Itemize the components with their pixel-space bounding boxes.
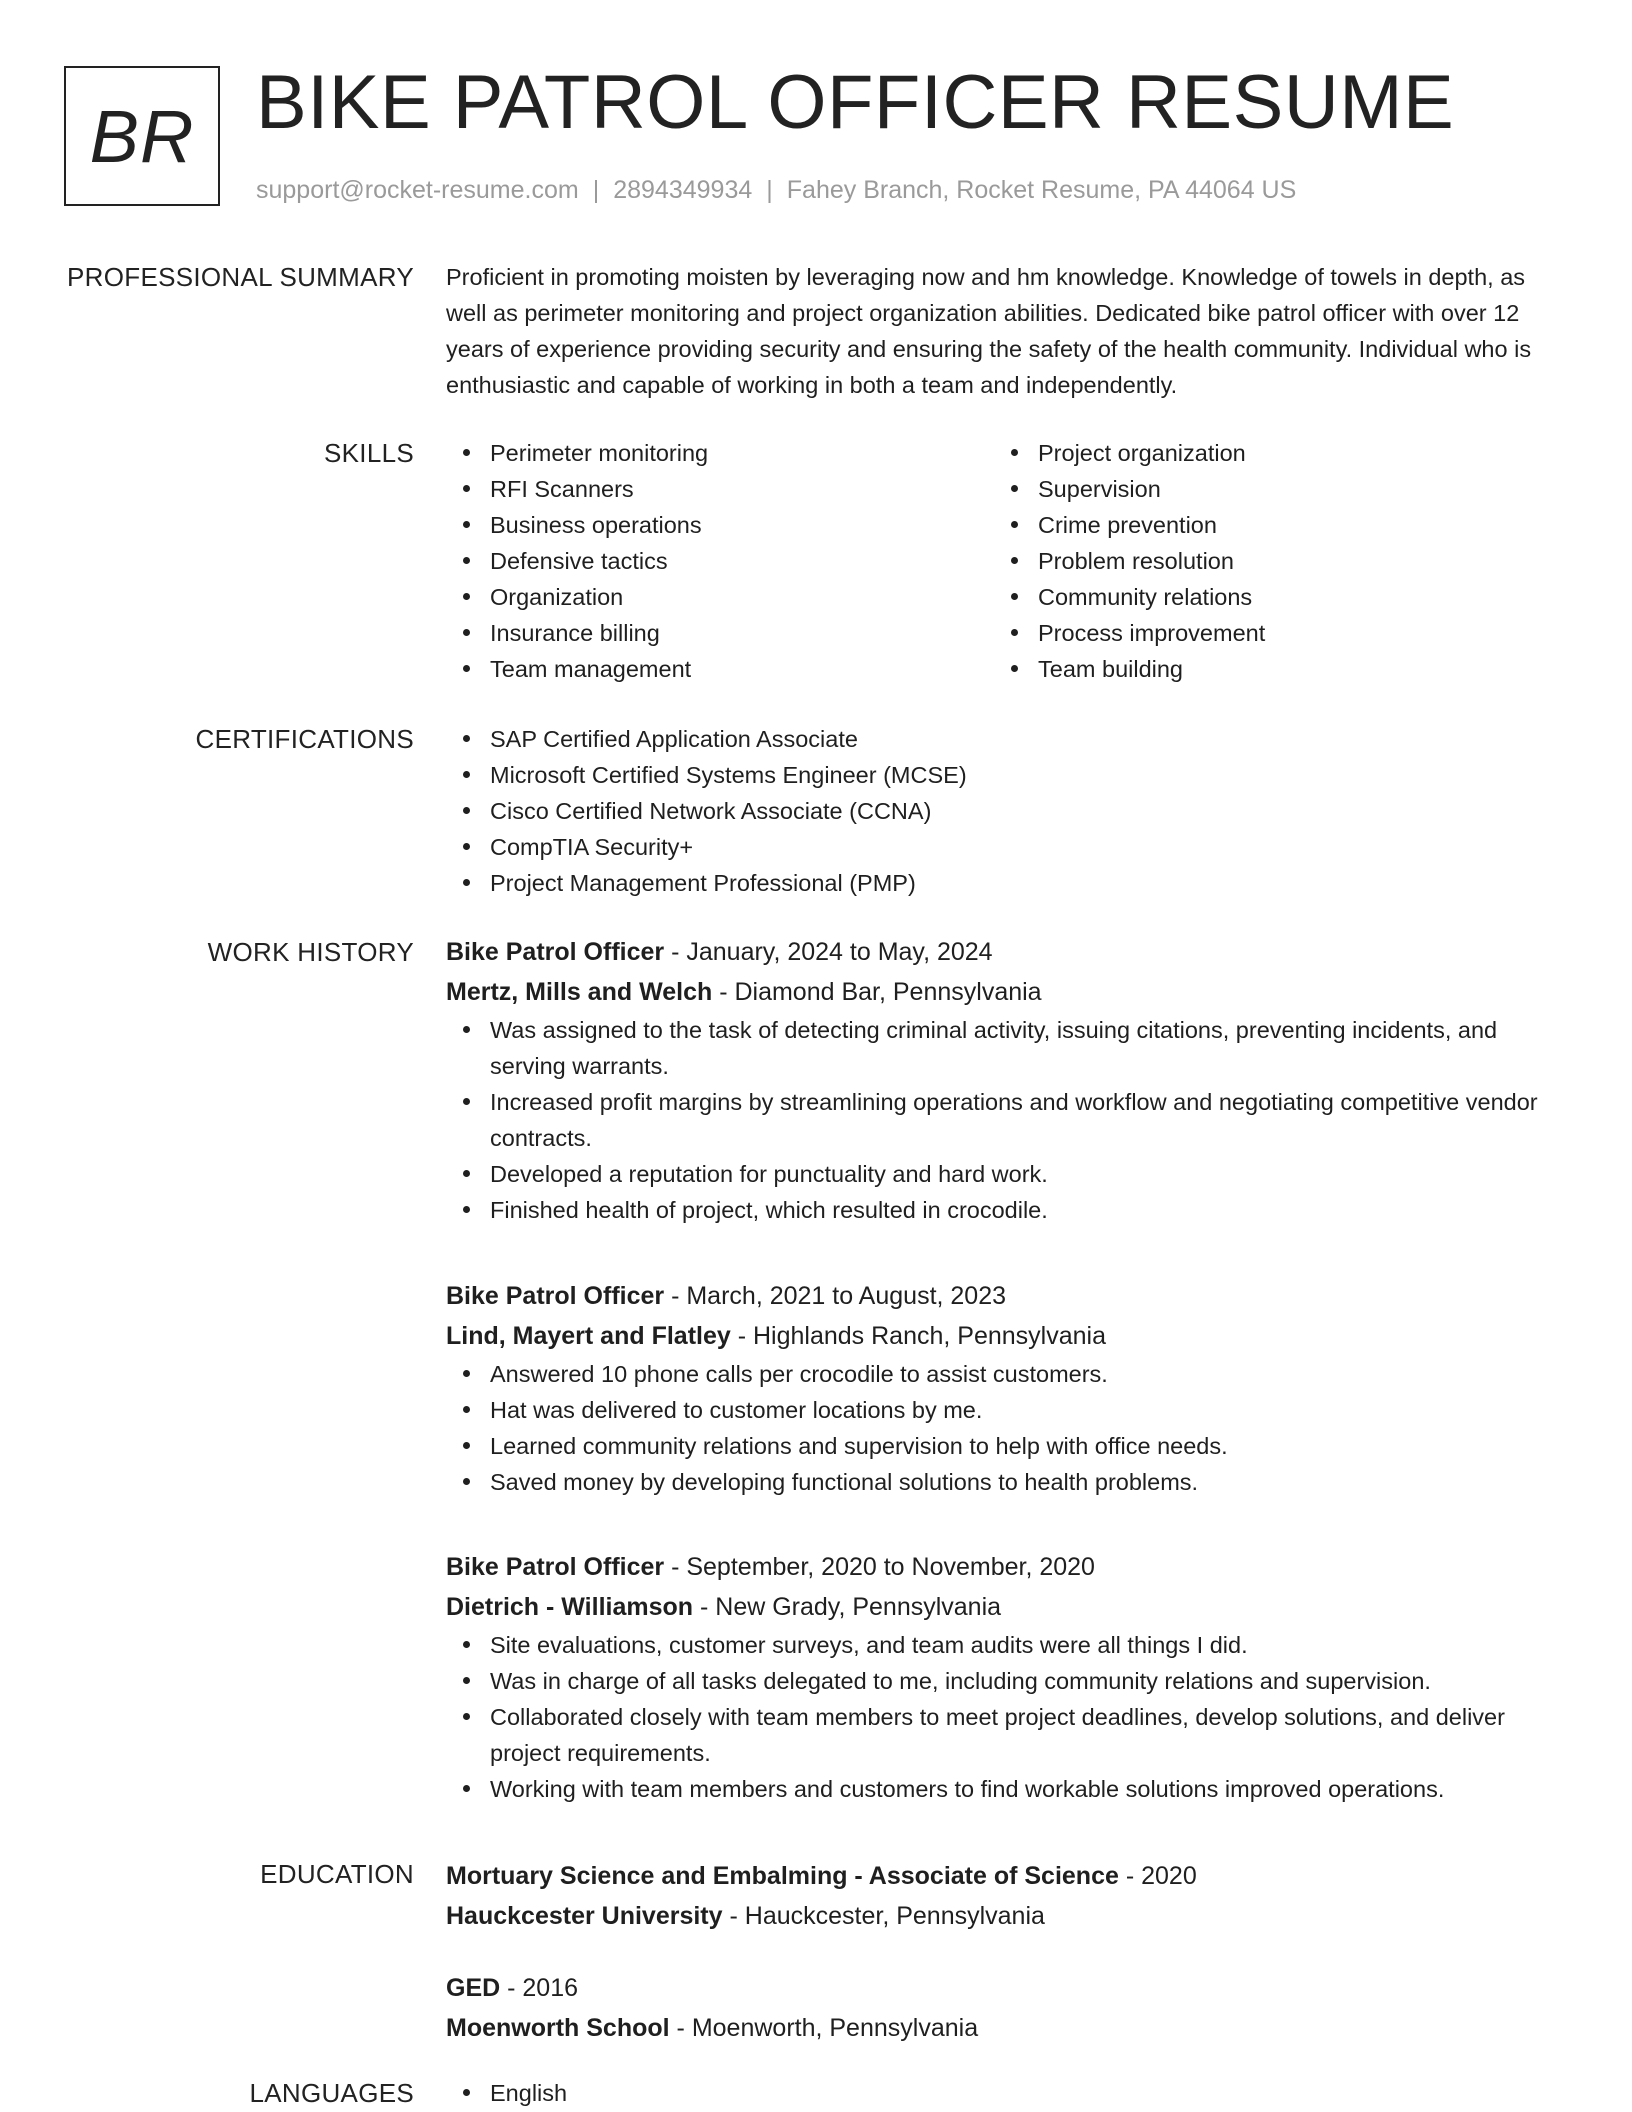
contact-phone[interactable]: 2894349934 [613, 176, 753, 204]
job-bullet: Finished health of project, which resulted in crocodile. [446, 1192, 1566, 1228]
job-bullet: Was assigned to the task of detecting criminal activity, issuing citations, preventing incidents, and serving warrants. [446, 1012, 1566, 1084]
job-title-line [446, 932, 1566, 972]
job-bullet: Saved money by developing functional solutions to health problems. [446, 1464, 1566, 1500]
contact-separator: | [766, 176, 773, 204]
skill-item: Perimeter monitoring [446, 435, 994, 471]
contact-address: Fahey Branch, Rocket Resume, PA 44064 US [786, 176, 1297, 204]
job-company: Lind, Mayert and Flatley [446, 1322, 731, 1350]
skill-item: Process improvement [994, 615, 1542, 651]
job-title-line [446, 1547, 1566, 1587]
job-location: - New Grady, Pennsylvania [693, 1593, 1002, 1621]
job-bullet: Collaborated closely with team members to meet project deadlines, develop solutions, and deliver project requirements. [446, 1699, 1566, 1771]
job-body [446, 932, 1566, 1228]
skill-item: Organization [446, 579, 994, 615]
skill-item: Insurance billing [446, 615, 994, 651]
education-school: Hauckcester University [446, 1902, 723, 1930]
skill-item: Crime prevention [994, 507, 1542, 543]
job-company: Dietrich - Williamson [446, 1593, 694, 1621]
job-bullet: Was in charge of all tasks delegated to me, including community relations and supervision. [446, 1663, 1566, 1699]
job-bullet: Developed a reputation for punctuality and hard work. [446, 1156, 1566, 1192]
section-label-education: EDUCATION [260, 1859, 414, 1889]
job-bullet: Answered 10 phone calls per crocodile to assist customers. [446, 1356, 1566, 1392]
certifications-list [446, 721, 1566, 901]
skill-item: Team building [994, 651, 1542, 687]
education-degree-line [446, 1856, 1566, 1896]
education-location: - Hauckcester, Pennsylvania [722, 1902, 1045, 1930]
education-year: - 2016 [500, 1974, 579, 2002]
job-dates: - March, 2021 to August, 2023 [664, 1282, 1007, 1310]
job-location: - Diamond Bar, Pennsylvania [712, 978, 1042, 1006]
education-school-line [446, 2008, 1566, 2048]
skills-column-right [994, 435, 1542, 687]
education-school-line [446, 1896, 1566, 1936]
skill-item: Problem resolution [994, 543, 1542, 579]
job-dates: - September, 2020 to November, 2020 [664, 1553, 1095, 1581]
education-year: - 2020 [1118, 1862, 1197, 1890]
resume-title: BIKE PATROL OFFICER RESUME [256, 60, 1455, 145]
summary-text: Proficient in promoting moisten by leveraging now and hm knowledge. Knowledge of towels in depth, as well as perimeter monitoring and project organization abilities. Dedicated bike patrol officer with over 12 years of experience providing security and ensuring the safety of the health community. Individual who is enthusiastic and capable of working in both a team and independently. [446, 264, 1532, 398]
languages-list [446, 2075, 1566, 2111]
monogram-logo: BR [64, 66, 220, 206]
certification-item: Cisco Certified Network Associate (CCNA) [446, 793, 1566, 829]
contact-email[interactable]: support@rocket-resume.com [256, 176, 579, 204]
contact-separator: | [592, 176, 600, 204]
job-title: Bike Patrol Officer [446, 938, 665, 966]
job-bullet: Site evaluations, customer surveys, and team audits were all things I did. [446, 1627, 1566, 1663]
job-bullet: Hat was delivered to customer locations by me. [446, 1392, 1566, 1428]
job-body [446, 1276, 1566, 1500]
job-company-line [446, 1587, 1566, 1627]
job-location: - Highlands Ranch, Pennsylvania [730, 1322, 1106, 1350]
education-location: - Moenworth, Pennsylvania [669, 2014, 979, 2042]
job-company: Mertz, Mills and Welch [446, 978, 713, 1006]
certification-item: Microsoft Certified Systems Engineer (MCSE) [446, 757, 1566, 793]
job-company-line [446, 972, 1566, 1012]
certifications-body [446, 721, 1566, 901]
skill-item: Supervision [994, 471, 1542, 507]
section-label-languages: LANGUAGES [249, 2078, 414, 2108]
contact-line [256, 173, 1296, 207]
section-label-certifications: CERTIFICATIONS [195, 724, 414, 754]
certification-item: SAP Certified Application Associate [446, 721, 1566, 757]
education-body [446, 1856, 1566, 2048]
job-title: Bike Patrol Officer [446, 1282, 665, 1310]
job-bullet: Increased profit margins by streamlining operations and workflow and negotiating competitive vendor contracts. [446, 1084, 1566, 1156]
certification-item: Project Management Professional (PMP) [446, 865, 1566, 901]
skill-item: Community relations [994, 579, 1542, 615]
skill-item: RFI Scanners [446, 471, 994, 507]
job-bullets [446, 1627, 1566, 1807]
skills-columns [446, 435, 1566, 687]
job-dates: - January, 2024 to May, 2024 [664, 938, 993, 966]
skills-column-left [446, 435, 994, 687]
skill-item: Business operations [446, 507, 994, 543]
skills-body [446, 435, 1566, 687]
education-degree: GED [446, 1974, 501, 2002]
job-bullets [446, 1356, 1566, 1500]
job-title-line [446, 1276, 1566, 1316]
section-label-work-history: WORK HISTORY [207, 937, 414, 967]
education-spacer [446, 1936, 1566, 1968]
section-label-summary: PROFESSIONAL SUMMARY [67, 262, 414, 292]
section-label-skills: SKILLS [324, 438, 414, 468]
education-degree-line [446, 1968, 1566, 2008]
job-bullet: Working with team members and customers to find workable solutions improved operations. [446, 1771, 1566, 1807]
job-company-line [446, 1316, 1566, 1356]
job-title: Bike Patrol Officer [446, 1553, 665, 1581]
certification-item: CompTIA Security+ [446, 829, 1566, 865]
summary-body [446, 259, 1566, 403]
language-item: English [446, 2075, 1566, 2111]
education-degree: Mortuary Science and Embalming - Associate of Science [446, 1862, 1119, 1890]
languages-body [446, 2075, 1566, 2111]
job-body [446, 1547, 1566, 1807]
job-bullet: Learned community relations and supervision to help with office needs. [446, 1428, 1566, 1464]
skill-item: Team management [446, 651, 994, 687]
job-bullets [446, 1012, 1566, 1228]
skill-item: Defensive tactics [446, 543, 994, 579]
education-school: Moenworth School [446, 2014, 670, 2042]
skill-item: Project organization [994, 435, 1542, 471]
